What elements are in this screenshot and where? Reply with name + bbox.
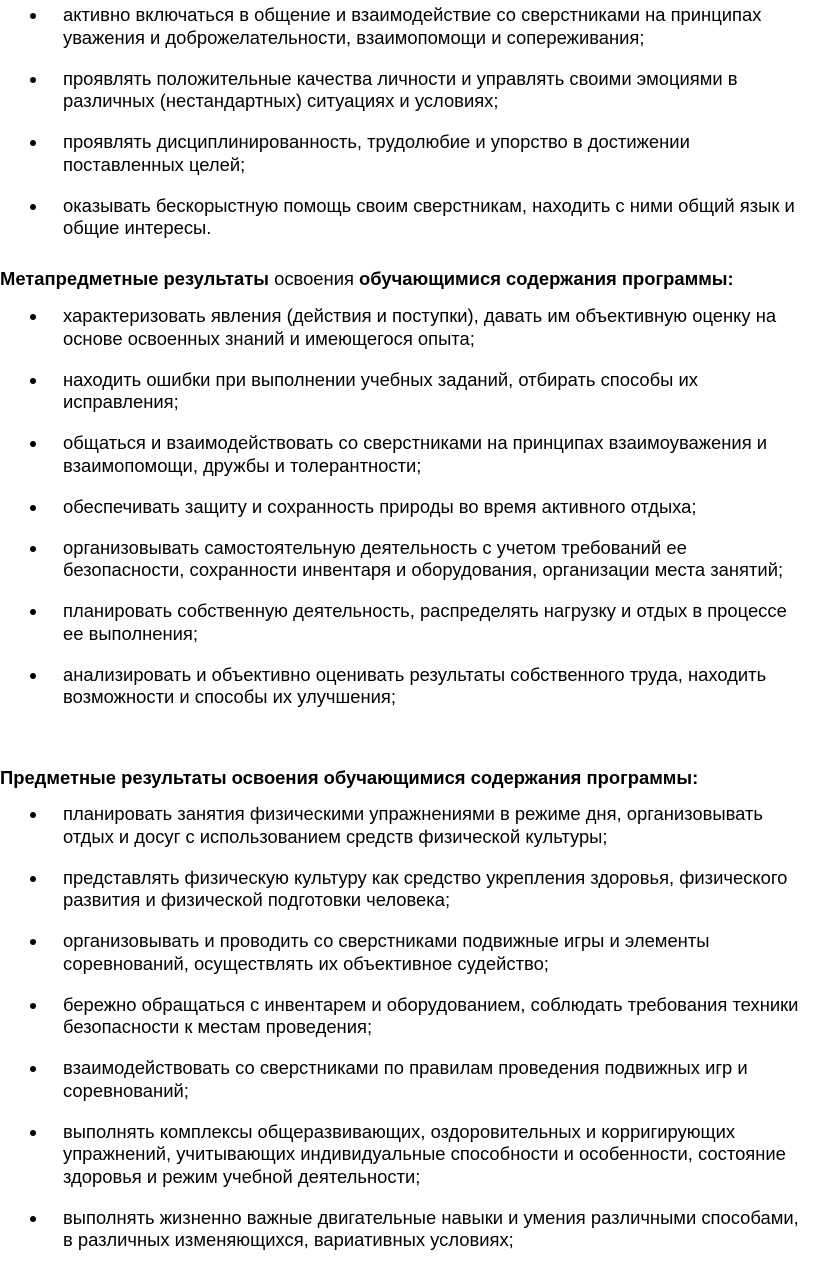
list-item-text: представлять физическую культуру как средство укрепления здоровья, физического развития и физической подготовки человека; (63, 866, 788, 910)
bullet-icon (30, 77, 36, 83)
bullet-icon (30, 876, 36, 882)
list-item-text: выполнять комплексы общеразвивающих, оздоровительных и корригирующих упражнений, учитывающих индивидуальные способности и особенности, состояние здоровья и режим учебной деятельности; (63, 1120, 786, 1187)
bullet-icon (30, 1003, 36, 1009)
meta-results-heading (0, 268, 734, 291)
list-item-text: оказывать бескорыстную помощь своим сверстникам, находить с ними общий язык и общие интересы. (63, 194, 795, 238)
list-item (0, 131, 816, 176)
bullet-icon (30, 812, 36, 818)
list-item-text: организовывать и проводить со сверстниками подвижные игры и элементы соревнований, осуществлять их объективное судейство; (63, 930, 710, 974)
bullet-icon (30, 13, 36, 19)
bullet-icon (30, 140, 36, 146)
list-item (0, 1121, 816, 1189)
list-item-text: бережно обращаться с инвентарем и оборудованием, соблюдать требования техники безопасности к местам проведения; (63, 993, 799, 1037)
list-item-text: обеспечивать защиту и сохранность природы во время активного отдыха; (63, 495, 697, 517)
meta-results-list (0, 305, 816, 727)
bullet-icon (30, 441, 36, 447)
list-item-text: планировать собственную деятельность, распределять нагрузку и отдых в процессе ее выполнения; (63, 600, 787, 644)
subject-results-list (0, 803, 816, 1270)
list-item (0, 68, 816, 113)
meta-heading-regular: освоения (268, 268, 360, 289)
list-item (0, 432, 816, 477)
bullet-icon (30, 378, 36, 384)
list-item-text: общаться и взаимодействовать со сверстниками на принципах взаимоуважения и взаимопомощи, дружбы и толерантности; (63, 432, 768, 476)
list-item (0, 1207, 816, 1252)
list-item-text: проявлять дисциплинированность, трудолюбие и упорство в достижении поставленных целей; (63, 131, 690, 175)
list-item (0, 664, 816, 709)
list-item (0, 803, 816, 848)
bullet-icon (30, 609, 36, 615)
list-item (0, 994, 816, 1039)
list-item-text: выполнять жизненно важные двигательные навыки и умения различными способами, в различных изменяющихся, вариативных условиях; (63, 1206, 799, 1250)
bullet-icon (30, 673, 36, 679)
list-item-text: проявлять положительные качества личности и управлять своими эмоциями в различных (нестандартных) ситуациях и условиях; (63, 67, 738, 111)
personal-results-list (0, 4, 816, 258)
bullet-icon (30, 505, 36, 511)
list-item-text: взаимодействовать со сверстниками по правилам проведения подвижных игр и соревнований; (63, 1057, 748, 1101)
bullet-icon (30, 546, 36, 552)
list-item (0, 867, 816, 912)
bullet-icon (30, 1066, 36, 1072)
list-item-text: находить ошибки при выполнении учебных заданий, отбирать способы их исправления; (63, 368, 698, 412)
list-item-text: анализировать и объективно оценивать результаты собственного труда, находить возможности и способы их улучшения; (63, 663, 767, 707)
list-item (0, 600, 816, 645)
list-item (0, 305, 816, 350)
list-item-text: активно включаться в общение и взаимодействие со сверстниками на принципах уважения и доброжелательности, взаимопомощи и сопереживания; (63, 4, 762, 48)
list-item (0, 4, 816, 49)
list-item (0, 930, 816, 975)
bullet-icon (30, 939, 36, 945)
bullet-icon (30, 204, 36, 210)
subject-heading-text: Предметные результаты освоения обучающимися содержания программы: (0, 767, 699, 788)
list-item (0, 496, 816, 519)
meta-heading-bold-end: обучающимися содержания программы: (359, 268, 734, 289)
subject-results-heading (0, 767, 698, 790)
list-item-text: планировать занятия физическими упражнениями в режиме дня, организовывать отдых и досуг с использованием средств физической культуры; (63, 803, 764, 847)
list-item (0, 195, 816, 240)
list-item-text: организовывать самостоятельную деятельность с учетом требований ее безопасности, сохранности инвентаря и оборудования, организации места занятий; (63, 536, 784, 580)
bullet-icon (30, 314, 36, 320)
meta-heading-bold-start: Метапредметные результаты (0, 268, 269, 289)
bullet-icon (30, 1130, 36, 1136)
list-item (0, 1057, 816, 1102)
bullet-icon (30, 1216, 36, 1222)
list-item (0, 537, 816, 582)
list-item-text: характеризовать явления (действия и поступки), давать им объективную оценку на основе освоенных знаний и имеющегося опыта; (63, 305, 777, 349)
list-item (0, 369, 816, 414)
